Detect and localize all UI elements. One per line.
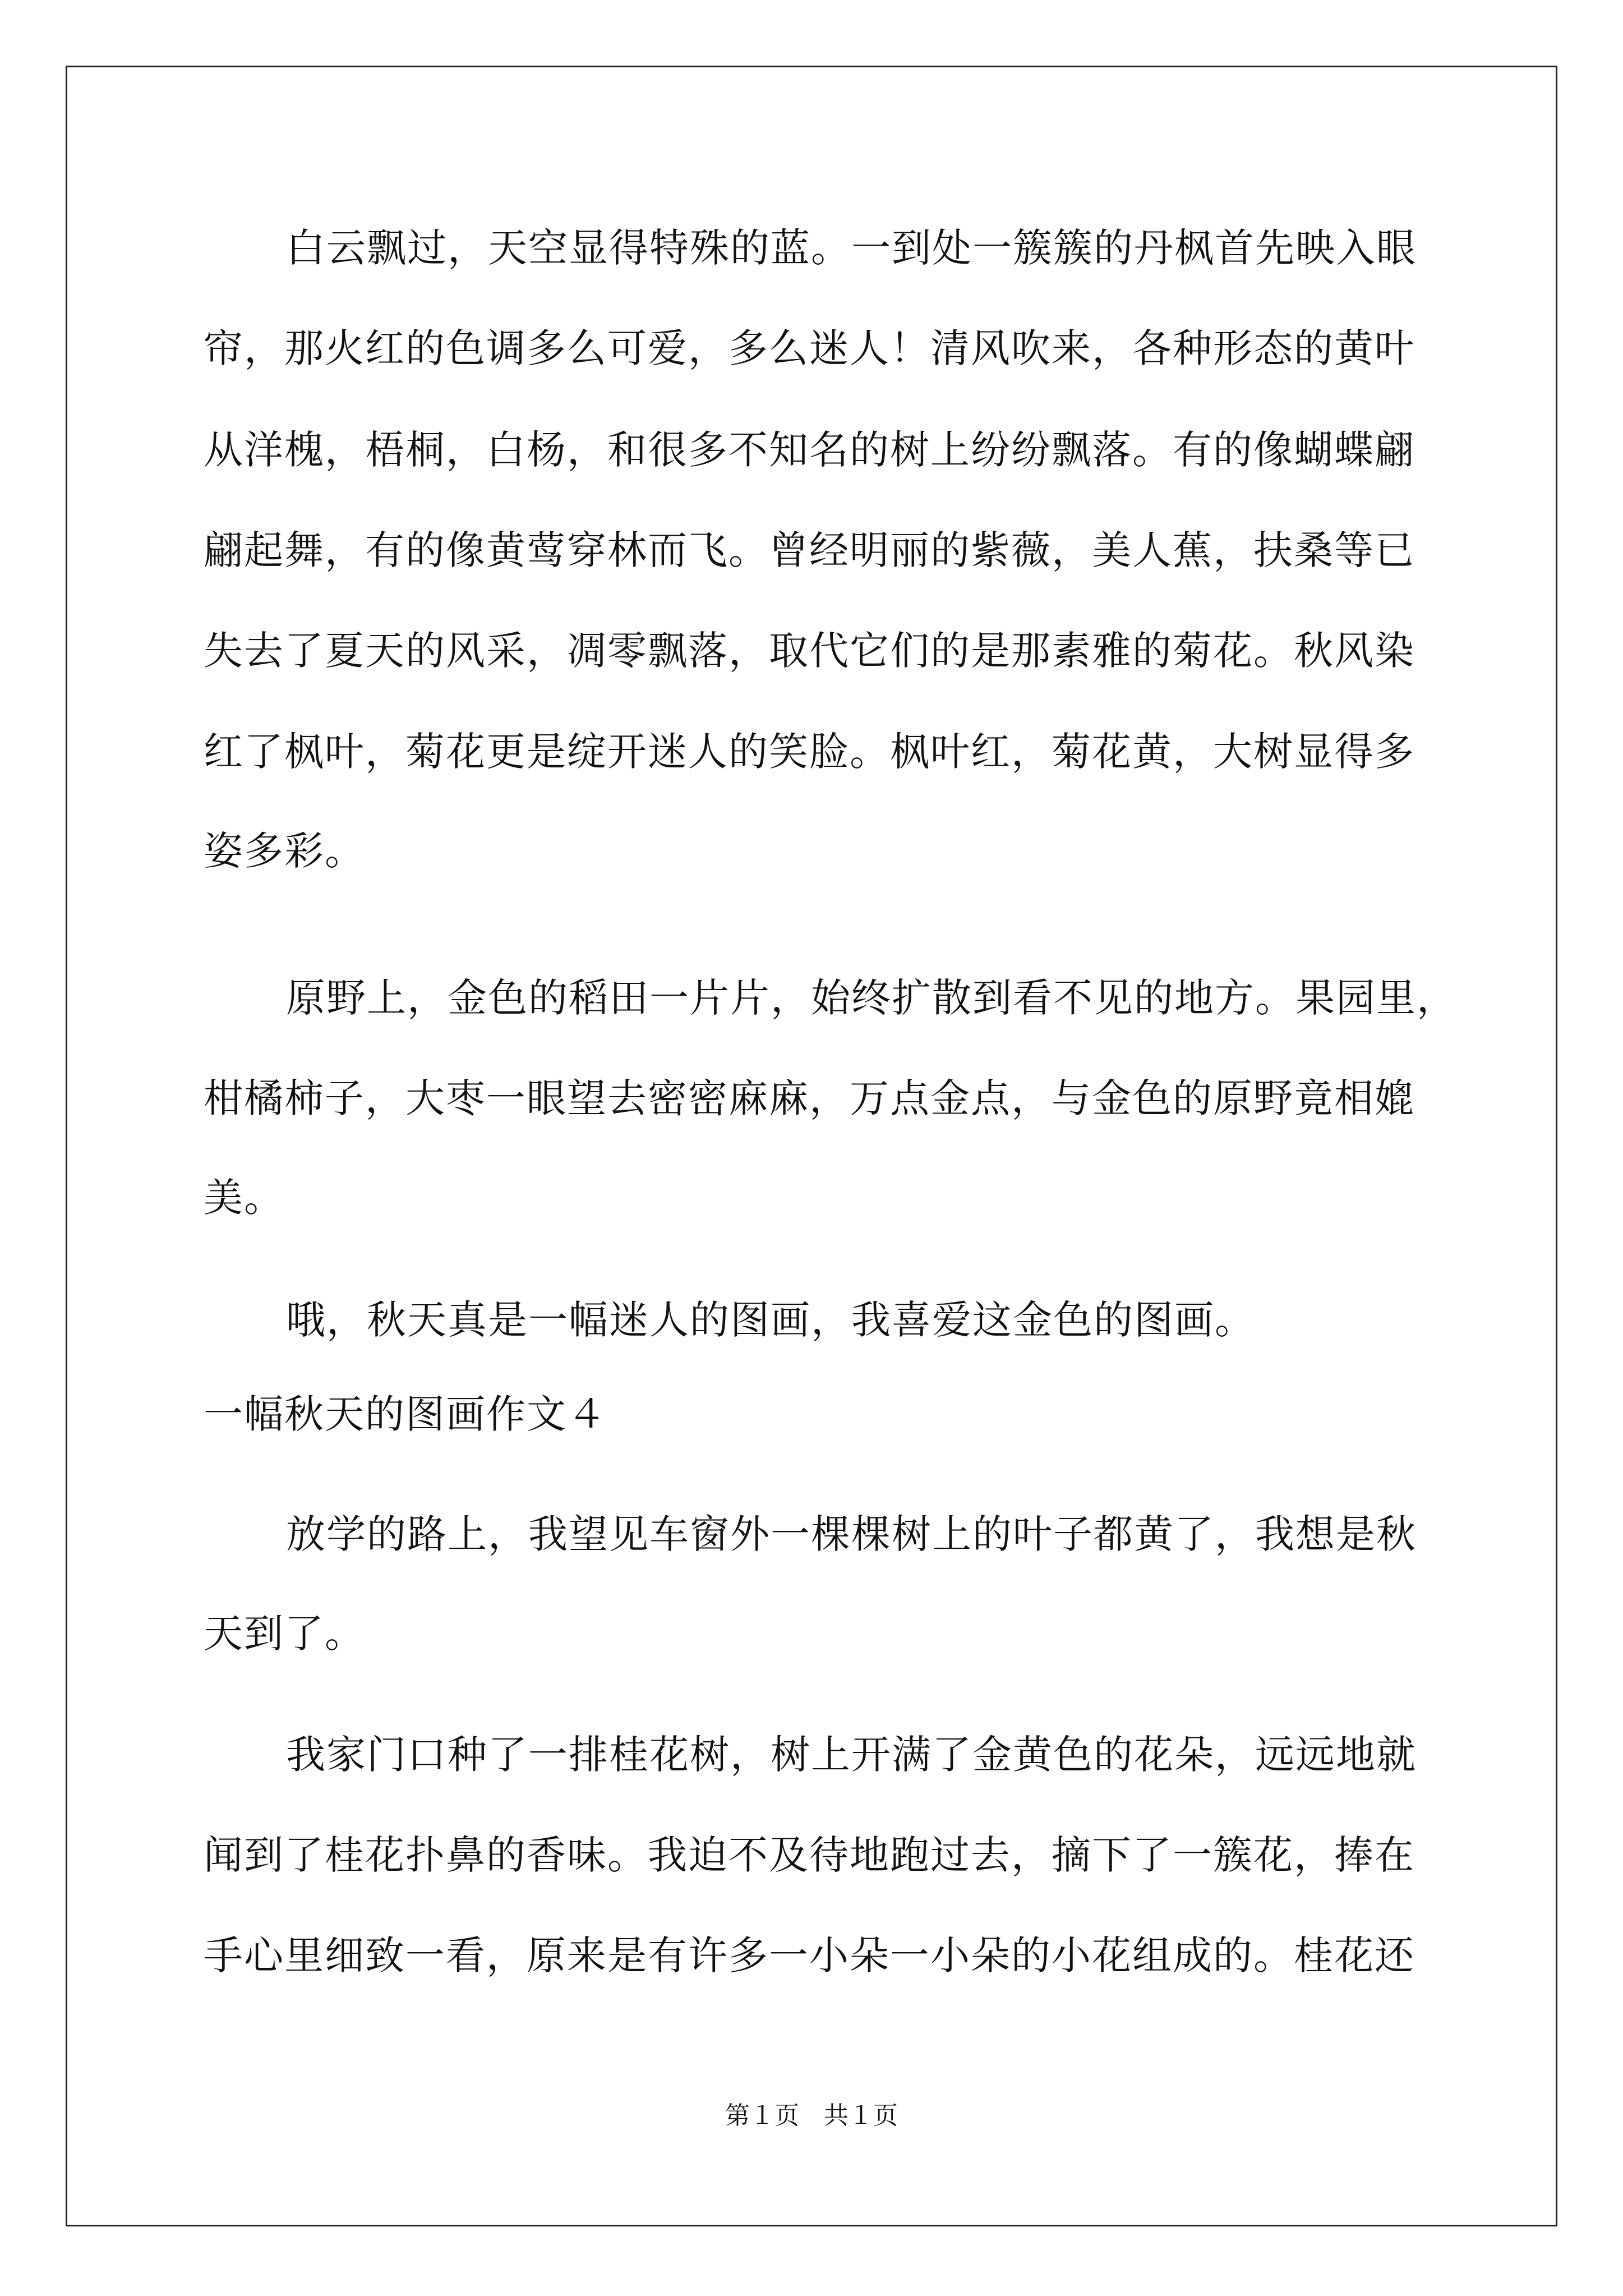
page-border	[66, 66, 1557, 2226]
paragraph-line: 帘，那火红的色调多么可爱，多么迷人！清风吹来，各种形态的黄叶	[204, 325, 1415, 371]
paragraph-line: 姿多彩。	[204, 828, 365, 874]
paragraph-line: 手心里细致一看，原来是有许多一小朵一小朵的小花组成的。桂花还	[204, 1932, 1415, 1978]
paragraph-line: 失去了夏天的风采，凋零飘落，取代它们的是那素雅的菊花。秋风染	[204, 628, 1415, 674]
paragraph-line: 放学的路上，我望见车窗外一棵棵树上的叶子都黄了，我想是秋	[286, 1511, 1417, 1557]
paragraph-line: 原野上，金色的稻田一片片，始终扩散到看不见的地方。果园里，	[286, 975, 1457, 1021]
paragraph-line: 白云飘过，天空显得特殊的蓝。一到处一簇簇的丹枫首先映入眼	[286, 225, 1417, 271]
paragraph-line: 美。	[204, 1175, 284, 1221]
section-heading: 一幅秋天的图画作文４	[204, 1391, 607, 1437]
paragraph-line: 红了枫叶，菊花更是绽开迷人的笑脸。枫叶红，菊花黄，大树显得多	[204, 729, 1415, 775]
paragraph-line: 从洋槐，梧桐，白杨，和很多不知名的树上纷纷飘落。有的像蝴蝶翩	[204, 427, 1415, 473]
paragraph-line: 我家门口种了一排桂花树，树上开满了金黄色的花朵，远远地就	[286, 1732, 1417, 1778]
page-number-footer: 第１页 共１页	[725, 2101, 898, 2130]
paragraph-line: 柑橘柿子，大枣一眼望去密密麻麻，万点金点，与金色的原野竟相媲	[204, 1075, 1415, 1121]
paragraph-line: 闻到了桂花扑鼻的香味。我迫不及待地跑过去，摘下了一簇花，捧在	[204, 1832, 1415, 1878]
paragraph-line: 翩起舞，有的像黄莺穿林而飞。曾经明丽的紫薇，美人蕉，扶桑等已	[204, 527, 1415, 573]
paragraph-line: 哦，秋天真是一幅迷人的图画，我喜爱这金色的图画。	[286, 1297, 1255, 1343]
paragraph-line: 天到了。	[204, 1611, 365, 1657]
